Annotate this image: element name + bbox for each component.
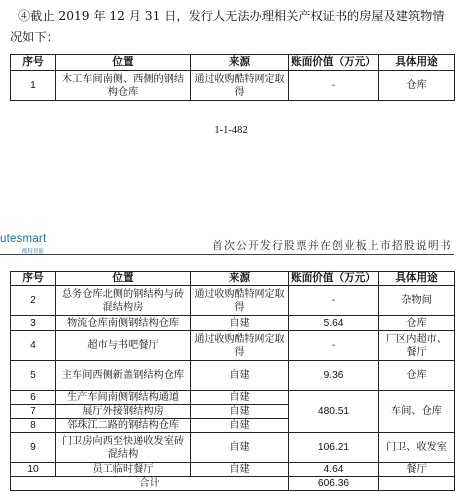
cell-location: 超市与书吧餐厅	[56, 331, 191, 361]
cell-no: 1	[11, 71, 56, 101]
header-location: 位置	[56, 55, 191, 71]
document-header-title: 首次公开发行股票并在创业板上市招股说明书	[212, 240, 452, 252]
header-no: 序号	[11, 55, 56, 71]
cell-no: 3	[11, 316, 56, 331]
header-source: 来源	[191, 55, 289, 71]
header-book-value: 账面价值（万元）	[289, 272, 379, 286]
table-row	[11, 316, 455, 331]
cell-value: -	[289, 331, 379, 361]
cell-no: 9	[11, 433, 56, 463]
table-row	[11, 463, 455, 477]
header-usage: 具体用途	[379, 55, 455, 71]
cell-source: 自建	[191, 419, 289, 433]
unlicensed-buildings-table-part2	[10, 271, 455, 491]
table-row	[11, 433, 455, 463]
table-row	[11, 286, 455, 316]
cell-no: 8	[11, 419, 56, 433]
cell-source: 通过收购酷特网定取得	[191, 286, 289, 316]
cell-no: 2	[11, 286, 56, 316]
cell-no: 7	[11, 405, 56, 419]
page-number: 1-1-482	[214, 125, 248, 136]
header-no: 序号	[11, 272, 56, 286]
cell-location: 生产车间南侧钢结构通道	[56, 391, 191, 405]
total-value: 606.36	[289, 477, 379, 491]
table-row	[11, 331, 455, 361]
cell-usage: 门卫、收发室	[379, 433, 455, 463]
header-usage: 具体用途	[379, 272, 455, 286]
intro-paragraph: ④截止 2019 年 12 月 31 日，发行人无法办理相关产权证书的房屋及建筑物情况如下：	[10, 9, 445, 44]
cell-usage: 仓库	[379, 71, 455, 101]
header-rule	[0, 254, 454, 255]
cell-source: 自建	[191, 463, 289, 477]
cell-source: 自建	[191, 405, 289, 419]
cell-usage-merged: 车间、仓库	[379, 391, 455, 433]
cell-location: 物流仓库南侧钢结构仓库	[56, 316, 191, 331]
cell-location: 门卫房向西至快递收发室砖混结构	[56, 433, 191, 463]
cell-value: 4.64	[289, 463, 379, 477]
cell-location: 展厅外接钢结构房	[56, 405, 191, 419]
cell-no: 4	[11, 331, 56, 361]
cell-usage: 仓库	[379, 316, 455, 331]
cell-usage: 杂物间	[379, 286, 455, 316]
table-row	[11, 71, 455, 101]
cell-no: 5	[11, 361, 56, 391]
total-label: 合计	[11, 477, 289, 491]
cell-value-merged: 480.51	[289, 391, 379, 433]
table-total-row	[11, 477, 455, 491]
header-location: 位置	[56, 272, 191, 286]
cell-source: 自建	[191, 361, 289, 391]
header-book-value: 账面价值（万元）	[289, 55, 379, 71]
cell-location: 员工临时餐厅	[56, 463, 191, 477]
cell-source: 自建	[191, 316, 289, 331]
unlicensed-buildings-table-part1	[10, 54, 455, 101]
cell-source: 通过收购酷特网定取得	[191, 331, 289, 361]
cell-no: 10	[11, 463, 56, 477]
cell-value: 106.21	[289, 433, 379, 463]
cell-usage: 餐厅	[379, 463, 455, 477]
cell-source: 通过收购酷特网定取得	[191, 71, 289, 101]
cell-source: 自建	[191, 391, 289, 405]
total-usage-empty	[379, 477, 455, 491]
cell-value: 5.64	[289, 316, 379, 331]
header-source: 来源	[191, 272, 289, 286]
cell-location: 木工车间南侧、西侧的钢结构仓库	[56, 71, 191, 101]
table-row	[11, 361, 455, 391]
cell-source: 自建	[191, 433, 289, 463]
logo-wordmark: utesmart	[0, 233, 47, 245]
cell-value: 9.36	[289, 361, 379, 391]
cell-no: 6	[11, 391, 56, 405]
cell-location: 邻珠江二路的钢结构仓库	[56, 419, 191, 433]
cell-usage: 仓库	[379, 361, 455, 391]
cell-usage: 厂区内超市、餐厅	[379, 331, 455, 361]
logo-subtitle: 酷特智能	[22, 249, 45, 255]
cell-value: -	[289, 71, 379, 101]
cell-value: -	[289, 286, 379, 316]
table-row	[11, 391, 455, 405]
cell-location: 总务仓库北侧的钢结构与砖混结构房	[56, 286, 191, 316]
cell-location: 主车间西侧新盖钢结构仓库	[56, 361, 191, 391]
